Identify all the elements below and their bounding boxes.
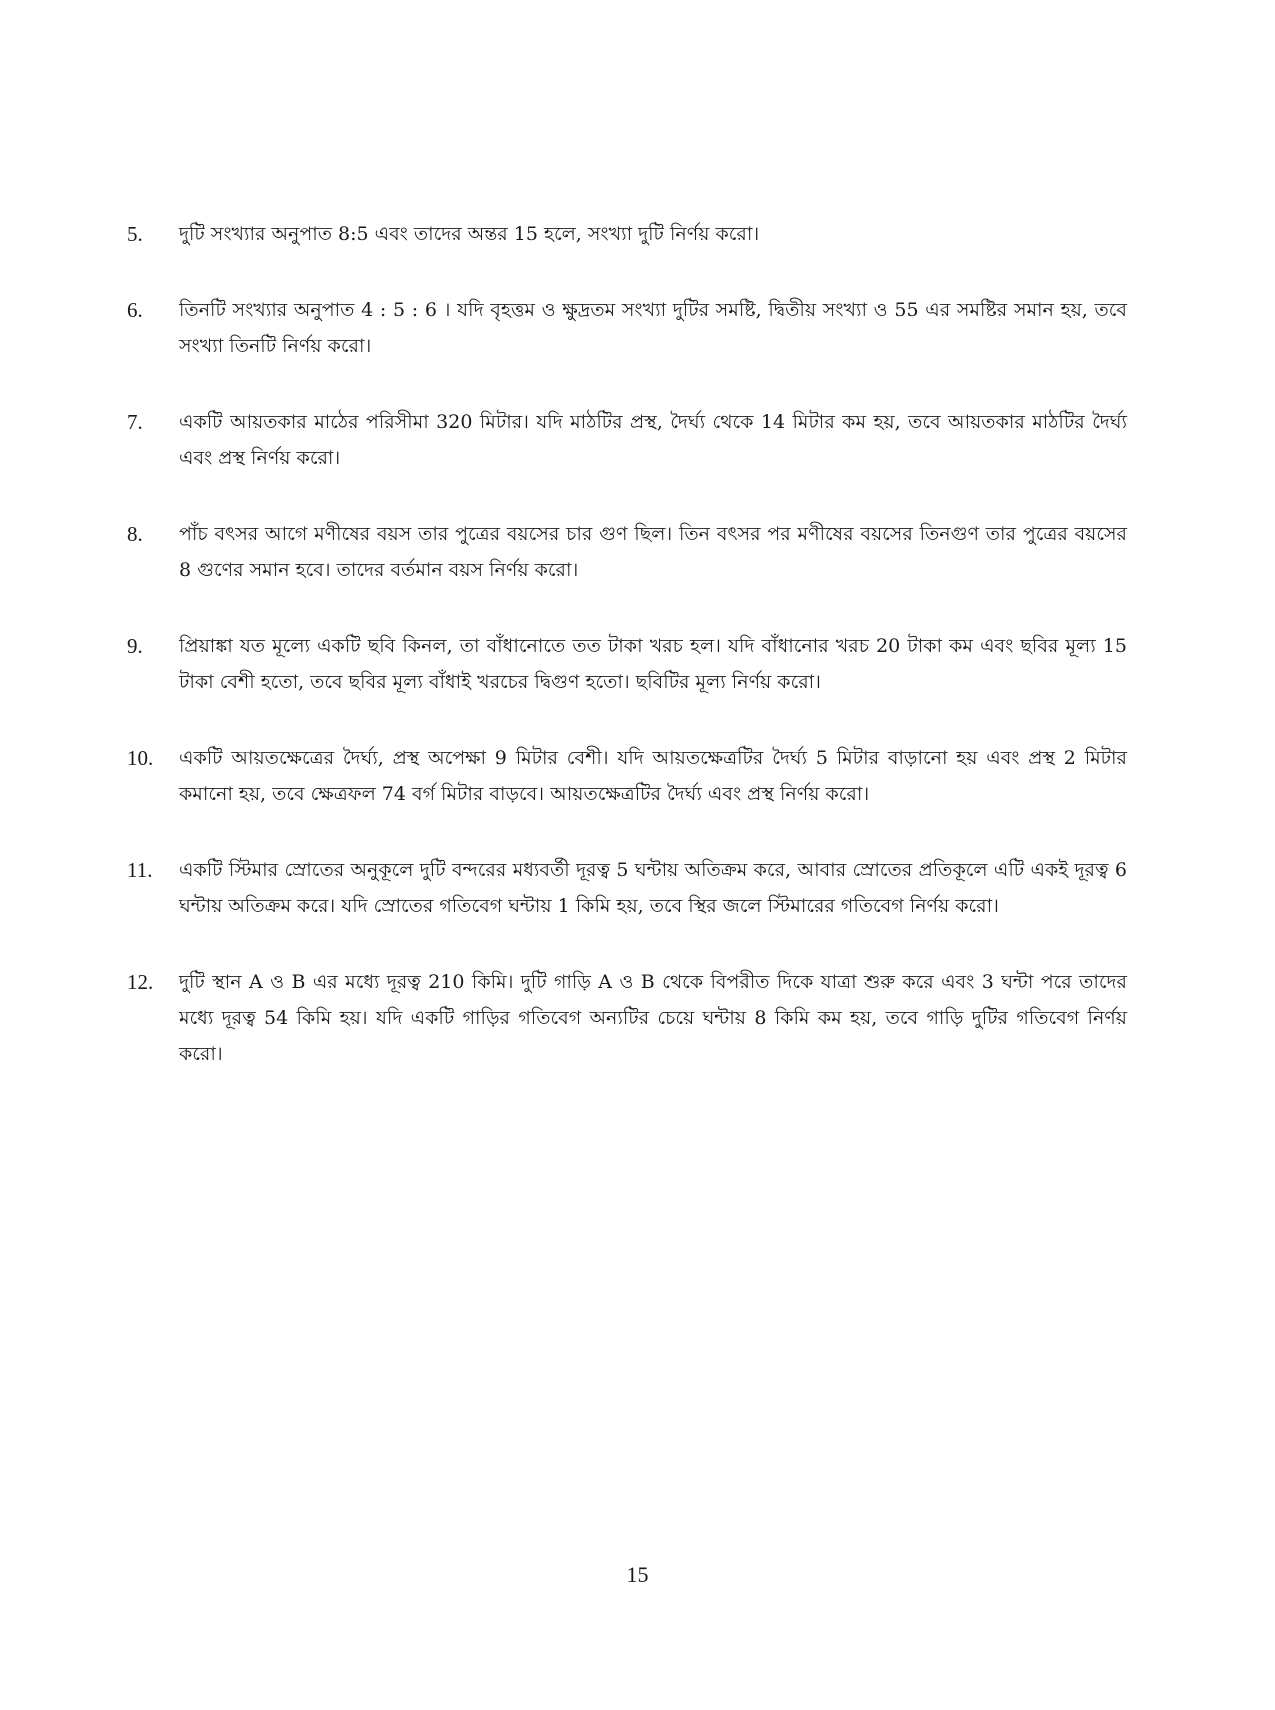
problem-text: দুটি স্থান A ও B এর মধ্যে দূরত্ব 210 কিমি। দুটি গাড়ি A ও B থেকে বিপরীত দিকে যাত্রা শুরু করে এবং 3 ঘন্টা পরে তাদের মধ্যে দূরত্ব 54 কিমি হয়। যদি একটি গাড়ির গতিবেগ অন্যটির চেয়ে ঘন্টায় 8 কিমি কম হয়, তবে গাড়ি দুটির গতিবেগ নির্ণয় করো।: [179, 971, 1127, 1065]
problem-list: [127, 216, 1127, 1112]
problem-number: 6.: [127, 298, 143, 322]
problem-number: 8.: [127, 522, 143, 546]
problem-item: [127, 852, 1127, 924]
problem-text: প্রিয়াঙ্কা যত মূল্যে একটি ছবি কিনল, তা বাঁধানোতে তত টাকা খরচ হল। যদি বাঁধানোর খরচ 20 টাকা কম এবং ছবির মূল্য 15 টাকা বেশী হতো, তবে ছবির মূল্য বাঁধাই খরচের দ্বিগুণ হতো। ছবিটির মূল্য নির্ণয় করো।: [179, 635, 1127, 693]
problem-text: পাঁচ বৎসর আগে মণীষের বয়স তার পুত্রের বয়সের চার গুণ ছিল। তিন বৎসর পর মণীষের বয়সের তিনগুণ তার পুত্রের বয়সের 8 গুণের সমান হবে। তাদের বর্তমান বয়স নির্ণয় করো।: [179, 523, 1127, 581]
problem-item: [127, 216, 1127, 252]
problem-text: একটি স্টিমার স্রোতের অনুকূলে দুটি বন্দরের মধ্যবর্তী দূরত্ব 5 ঘন্টায় অতিক্রম করে, আবার স্রোতের প্রতিকূলে এটি একই দূরত্ব 6 ঘন্টায় অতিক্রম করে। যদি স্রোতের গতিবেগ ঘন্টায় 1 কিমি হয়, তবে স্থির জলে স্টিমারের গতিবেগ নির্ণয় করো।: [179, 859, 1127, 917]
problem-number: 12.: [127, 970, 154, 994]
problem-item: [127, 516, 1127, 588]
problem-number: 7.: [127, 410, 143, 434]
problem-item: [127, 292, 1127, 364]
problem-item: [127, 964, 1127, 1072]
problem-number: 5.: [127, 222, 143, 246]
problem-number: 9.: [127, 634, 143, 658]
problem-item: [127, 628, 1127, 700]
problem-number: 10.: [127, 746, 154, 770]
problem-number: 11.: [127, 858, 153, 882]
problem-item: [127, 740, 1127, 812]
problem-text: একটি আয়তকার মাঠের পরিসীমা 320 মিটার। যদি মাঠটির প্রস্থ, দৈর্ঘ্য থেকে 14 মিটার কম হয়, তবে আয়তকার মাঠটির দৈর্ঘ্য এবং প্রস্থ নির্ণয় করো।: [179, 411, 1127, 469]
problem-text: তিনটি সংখ্যার অনুপাত 4 : 5 : 6 । যদি বৃহত্তম ও ক্ষুদ্রতম সংখ্যা দুটির সমষ্টি, দ্বিতীয় সংখ্যা ও 55 এর সমষ্টির সমান হয়, তবে সংখ্যা তিনটি নির্ণয় করো।: [179, 299, 1127, 357]
problem-item: [127, 404, 1127, 476]
problem-text: একটি আয়তক্ষেত্রের দৈর্ঘ্য, প্রস্থ অপেক্ষা 9 মিটার বেশী। যদি আয়তক্ষেত্রটির দৈর্ঘ্য 5 মিটার বাড়ানো হয় এবং প্রস্থ 2 মিটার কমানো হয়, তবে ক্ষেত্রফল 74 বর্গ মিটার বাড়বে। আয়তক্ষেত্রটির দৈর্ঘ্য এবং প্রস্থ নির্ণয় করো।: [179, 747, 1127, 805]
problem-text: দুটি সংখ্যার অনুপাত 8:5 এবং তাদের অন্তর 15 হলে, সংখ্যা দুটি নির্ণয় করো।: [179, 223, 760, 245]
page-number: 15: [626, 1562, 649, 1587]
